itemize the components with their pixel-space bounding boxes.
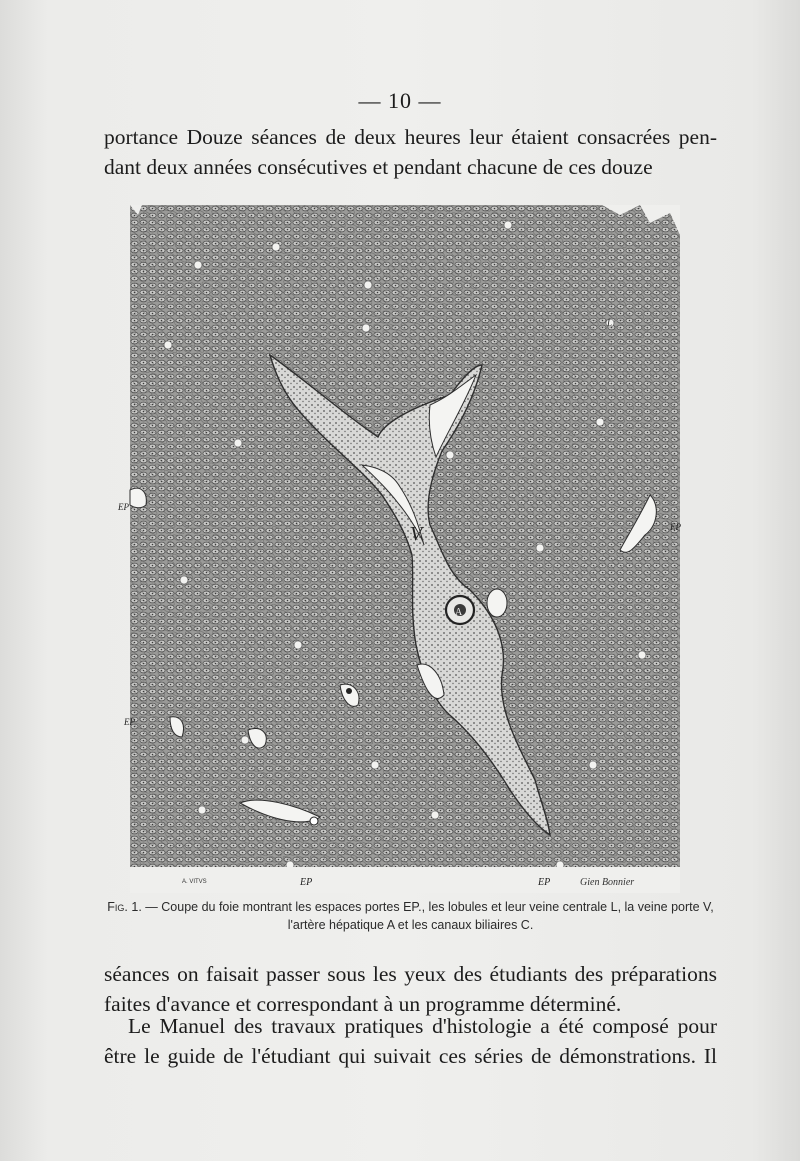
text-line: portance Douze séances de deux heures leur étaient consacrées pen-: [104, 125, 717, 149]
label-a: A: [455, 607, 463, 618]
label-ep-lower-left: EP: [124, 717, 135, 727]
caption-label: Fig. 1.: [107, 900, 142, 914]
signature-right: Gien Bonnier: [580, 877, 635, 888]
figure-caption: [104, 898, 717, 934]
text-line: séances on faisait passer sous les yeux des étudiants des préparations: [104, 962, 717, 986]
paragraph-after-figure: [104, 959, 717, 1019]
label-l: L: [607, 318, 613, 328]
text-line: être le guide de l'étudiant qui suivait ces séries de démonstrations. Il: [104, 1044, 717, 1068]
text-line: dant deux années consécutives et pendant chacune de ces douze: [104, 155, 653, 179]
label-ep-bottom-right: EP: [538, 877, 551, 888]
page-number: — 10 —: [358, 88, 442, 113]
caption-text: — Coupe du foie montrant les espaces portes EP., les lobules et leur veine centrale L, la veine porte V, l'artère hépatique A et les canaux biliaires C.: [145, 900, 714, 932]
label-ep-right: EP: [670, 522, 681, 532]
liver-section-illustration: [118, 205, 681, 893]
text-line: Le Manuel des travaux pratiques d'histologie a été composé pour: [128, 1014, 717, 1038]
label-ep-bottom-mid: EP: [300, 877, 313, 888]
text-line: faites d'avance et correspondant à un programme déterminé.: [104, 992, 622, 1016]
signature-left: A. VITVS: [182, 879, 207, 885]
paragraph-top: [104, 122, 717, 182]
paragraph-manual: [104, 1011, 717, 1071]
label-ep-left: EP: [118, 502, 129, 512]
label-v: V: [410, 523, 423, 545]
